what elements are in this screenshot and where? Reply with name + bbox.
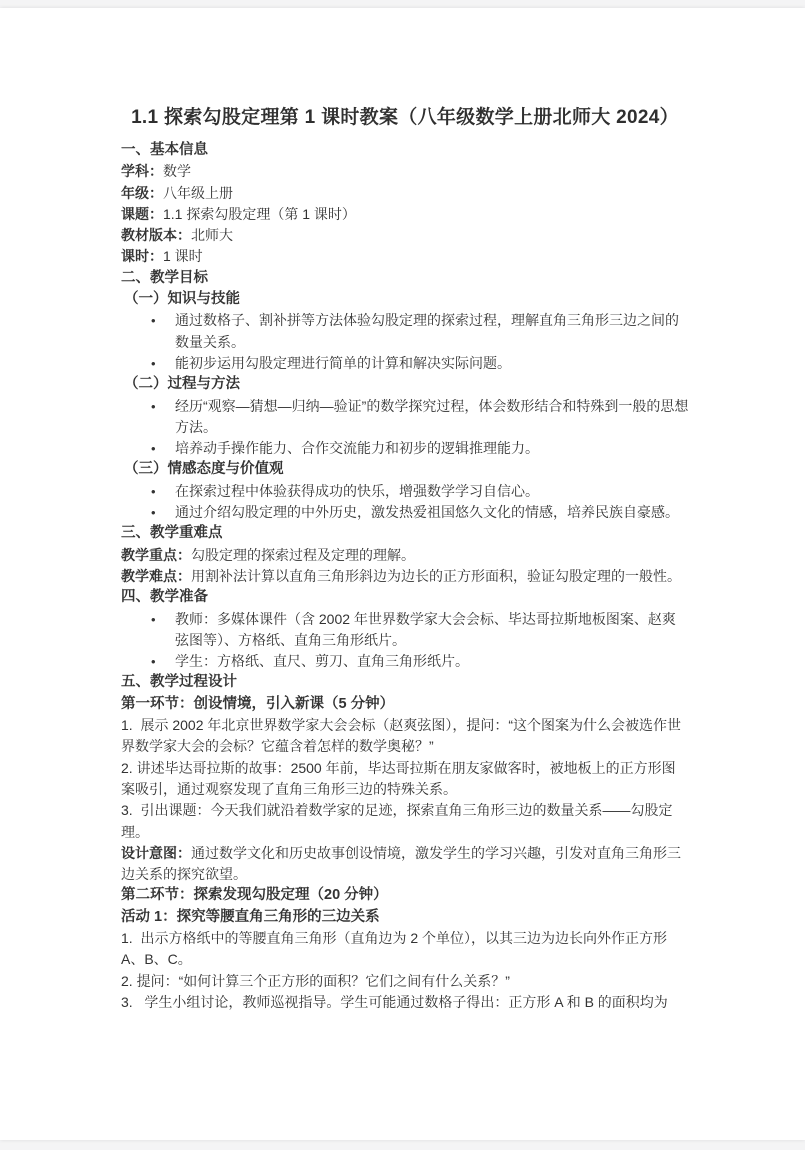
text-content: 1. 出示方格纸中的等腰直角三角形（直角边为 2 个单位），以其三边为边长向外作正方形 A、B、C。 (121, 929, 671, 968)
field-line (121, 545, 689, 566)
subsection-heading (121, 289, 689, 310)
text-content: 五、教学过程设计 (121, 674, 237, 691)
text-content: 1 课时 (163, 248, 203, 265)
field-line (121, 843, 689, 886)
text-content: 勾股定理的探索过程及定理的理解。 (191, 546, 415, 563)
bullet-item (121, 609, 689, 652)
bullet-item (121, 396, 689, 439)
bullet-item (121, 481, 689, 502)
bullet-text: 通过数格子、割补拼等方法体验勾股定理的探索过程，理解直角三角形三边之间的数量关系。 (175, 312, 679, 350)
bullet-item (121, 353, 689, 374)
bullet-marker-icon: • (151, 355, 156, 371)
text-content: 1. 展示 2002 年北京世界数学家大会会标（赵爽弦图），提问：“这个图案为什么会被选作世界数学家大会的会标？它蕴含着怎样的数学奥秘？” (121, 717, 682, 755)
paragraph (121, 758, 689, 801)
bullet-item (121, 310, 689, 353)
bullet-text: 学生：方格纸、直尺、剪刀、直角三角形纸片。 (175, 653, 469, 670)
bullet-marker-icon: • (151, 398, 156, 414)
field-line (121, 204, 689, 225)
paragraph (121, 992, 689, 1013)
text-content: 用割补法计算以直角三角形斜边为边长的正方形面积，验证勾股定理的一般性。 (191, 567, 681, 584)
text-content: 四、教学准备 (121, 589, 208, 606)
field-label: 设计意图： (121, 844, 191, 861)
bullet-item (121, 651, 689, 672)
text-content: 通过数学文化和历史故事创设情境，激发学生的学习兴趣，引发对直角三角形三边关系的探究欲望。 (121, 844, 681, 883)
field-label: 课时： (121, 248, 163, 265)
bullet-marker-icon: • (151, 611, 156, 627)
section-heading (121, 672, 689, 693)
bullet-marker-icon: • (151, 505, 156, 521)
document-page (0, 8, 805, 1140)
paragraph (121, 715, 689, 758)
field-label: 教材版本： (121, 227, 191, 244)
bullet-marker-icon: • (151, 483, 156, 499)
field-line (121, 246, 689, 267)
section-heading (121, 587, 689, 608)
bullet-marker-icon: • (151, 441, 156, 457)
bullet-text: 教师：多媒体课件（含 2002 年世界数学家大会会标、毕达哥拉斯地板图案、赵爽弦图等）、方格纸、直角三角形纸片。 (175, 610, 676, 648)
text-content: （三）情感态度与价值观 (124, 461, 284, 478)
text-content: （二）过程与方法 (124, 376, 240, 393)
text-content: 第二环节：探索发现勾股定理（20 分钟） (121, 887, 388, 904)
text-content: 二、教学目标 (121, 269, 208, 286)
document-body (121, 140, 689, 1013)
text-content: 3. 学生小组讨论，教师巡视指导。学生可能通过数格子得出：正方形 A 和 B 的面积均为 (121, 993, 668, 1010)
paragraph (121, 971, 689, 992)
bullet-text: 经历“观察—猜想—归纳—验证”的数学探究过程，体会数形结合和特殊到一般的思想方法。 (175, 397, 689, 435)
field-line (121, 566, 689, 587)
text-content: 活动 1：探究等腰直角三角形的三边关系 (121, 908, 380, 925)
field-label: 教学重点： (121, 546, 191, 563)
section-heading (121, 907, 689, 928)
section-heading (121, 140, 689, 161)
subsection-heading (121, 459, 689, 480)
section-heading (121, 523, 689, 544)
paragraph (121, 928, 689, 971)
field-line (121, 161, 689, 182)
bullet-marker-icon: • (151, 654, 156, 670)
section-heading (121, 694, 689, 715)
text-content: 2. 讲述毕达哥拉斯的故事：2500 年前，毕达哥拉斯在朋友家做客时，被地板上的正方形图案吸引，通过观察发现了直角三角形三边的特殊关系。 (121, 759, 676, 797)
field-label: 年级： (121, 184, 163, 201)
paragraph (121, 800, 689, 843)
field-line (121, 183, 689, 204)
bullet-item (121, 502, 689, 523)
field-line (121, 225, 689, 246)
bullet-item (121, 438, 689, 459)
text-content: 数学 (163, 163, 191, 180)
section-heading (121, 268, 689, 289)
text-content: 三、教学重难点 (121, 525, 223, 542)
doc-title: 1.1 探索勾股定理第 1 课时教案（八年级数学上册北师大 2024） (131, 107, 679, 128)
bullet-marker-icon: • (151, 313, 156, 329)
text-content: 1.1 探索勾股定理（第 1 课时） (163, 205, 356, 222)
section-heading (121, 885, 689, 906)
text-content: 一、基本信息 (121, 142, 208, 158)
text-content: 2. 提问：“如何计算三个正方形的面积？它们之间有什么关系？” (121, 972, 510, 989)
bullet-text: 在探索过程中体验获得成功的快乐，增强数学学习自信心。 (175, 482, 539, 499)
text-content: （一）知识与技能 (124, 291, 240, 308)
field-label: 课题： (121, 205, 163, 222)
subsection-heading (121, 374, 689, 395)
text-content: 第一环节：创设情境，引入新课（5 分钟） (121, 695, 395, 712)
bullet-text: 能初步运用勾股定理进行简单的计算和解决实际问题。 (175, 354, 511, 371)
bullet-text: 培养动手操作能力、合作交流能力和初步的逻辑推理能力。 (175, 440, 539, 457)
text-content: 3. 引出课题：今天我们就沿着数学家的足迹，探索直角三角形三边的数量关系——勾股定理。 (121, 802, 673, 840)
bullet-text: 通过介绍勾股定理的中外历史，激发热爱祖国悠久文化的情感，培养民族自豪感。 (175, 504, 679, 521)
text-content: 北师大 (191, 227, 233, 244)
text-content: 八年级上册 (163, 184, 233, 201)
field-label: 教学难点： (121, 567, 191, 584)
field-label: 学科： (121, 163, 163, 180)
